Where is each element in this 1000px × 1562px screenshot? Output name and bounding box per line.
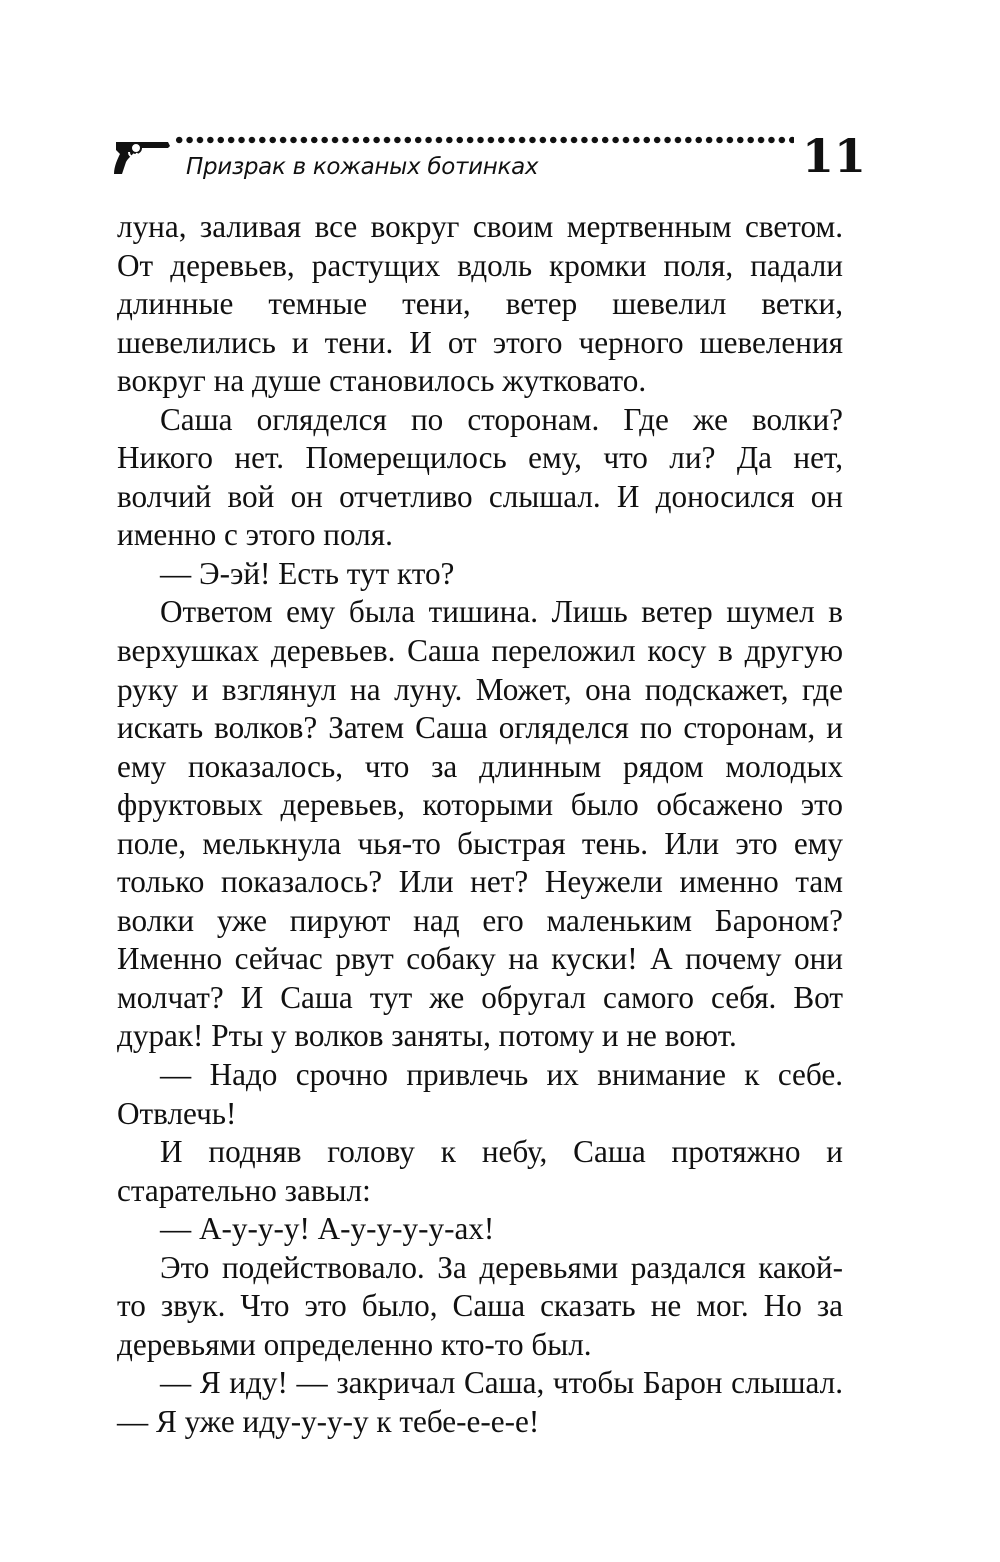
revolver-icon	[112, 134, 174, 178]
page-header	[112, 128, 867, 188]
header-dot-leader	[174, 132, 794, 148]
dialogue-line: — Я иду! — закричал Саша, чтобы Барон слышал. — Я уже иду-у-у-у к тебе-е-е-е!	[117, 1365, 843, 1439]
dialogue-line: — А-у-у-у! А-у-у-у-у-ах!	[160, 1211, 495, 1247]
body-text	[117, 208, 843, 1442]
paragraph: Саша огляделся по сторонам. Где же волки? Никого нет. Померещилось ему, что ли? Да нет, волчий вой он отчетливо слышал. И доносился он именно с этого поля.	[117, 401, 843, 553]
paragraph: Это подействовало. За деревьями раздался какой-то звук. Что это было, Саша сказать не мог. Но за деревьями определенно кто-то был.	[117, 1249, 843, 1362]
paragraph: И подняв голову к небу, Саша протяжно и старательно завыл:	[117, 1134, 843, 1208]
page-number: 11	[802, 129, 867, 183]
dialogue-line: — Э-эй! Есть тут кто?	[160, 555, 455, 591]
paragraph: луна, заливая все вокруг своим мертвенным светом. От деревьев, растущих вдоль кромки поля, падали длинные темные тени, ветер шевелил ветки, шевелились и тени. И от этого черного шевеления вокруг на душе становилось жутковато.	[117, 209, 843, 399]
running-title: Призрак в кожаных ботинках	[186, 154, 539, 180]
paragraph: Ответом ему была тишина. Лишь ветер шумел в верхушках деревьев. Саша переложил косу в другую руку и взглянул на луну. Может, она подскажет, где искать волков? Затем Саша огляделся по сторонам, и ему показалось, что за длинным рядом молодых фруктовых деревьев, которыми было обсажено это поле, мелькнула чья-то быстрая тень. Или это ему только показалось? Или нет? Неужели именно там волки уже пируют над его маленьким Бароном? Именно сейчас рвут собаку на куски! А почему они молчат? И Саша тут же обругал самого себя. Вот дурак! Рты у волков заняты, потому и не воют.	[117, 594, 843, 1054]
dialogue-line: — Надо срочно привлечь их внимание к себе. Отвлечь!	[117, 1057, 843, 1131]
